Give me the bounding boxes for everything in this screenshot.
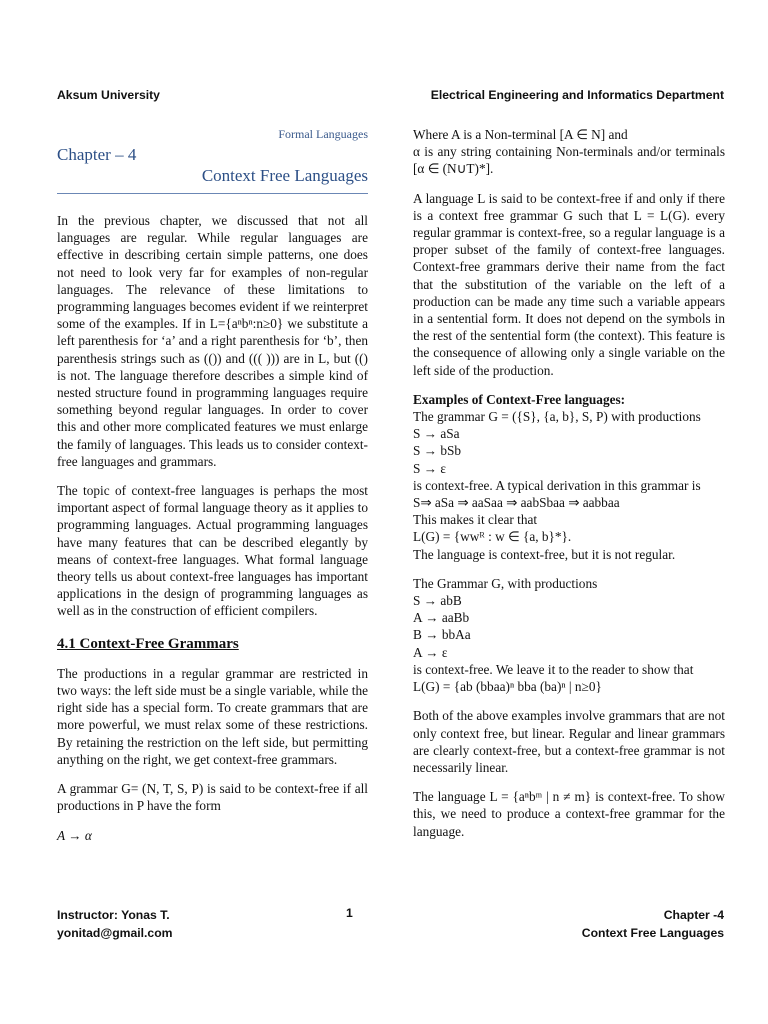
section-heading: 4.1 Context-Free Grammars: [57, 635, 239, 652]
importance-paragraph: The topic of context-free languages is perhaps the most important aspect of formal language theory as it applies to programming languages. Actual programming languages have many features that can be described elegantly by means of context-free languages. What formal language theory tells us about context-free languages has important applications in the design of programming languages as well as in the construction of efficient compilers.: [57, 483, 368, 619]
example1-text: This makes it clear that: [413, 512, 538, 528]
example1-production: S → bSb: [413, 443, 462, 459]
left-column: [57, 126, 368, 856]
example2-intro: The Grammar G, with productions: [413, 575, 598, 591]
example1-production: S → aSa: [413, 426, 460, 442]
language-example-paragraph: The language L = {aⁿbᵐ | n ≠ m} is context-free. To show this, we need to produce a context-free grammar for the language.: [413, 789, 725, 839]
footer-chapter-number: Chapter -4: [663, 908, 724, 922]
title-rule: [57, 193, 368, 194]
example2-production: A → aaBb: [413, 610, 470, 626]
example2-block: [413, 575, 725, 695]
instructor-name: Instructor: Yonas T.: [57, 908, 170, 922]
footer-chapter-name: Context Free Languages: [581, 926, 724, 940]
where-line: Where A is a Non-terminal [A ∈ N] and: [413, 127, 628, 142]
instructor-email: yonitad@gmail.com: [57, 926, 173, 940]
header-university: Aksum University: [57, 88, 160, 102]
page-number: 1: [346, 906, 353, 920]
definition-paragraph: A grammar G= (N, T, S, P) is said to be context-free if all productions in P have the form: [57, 781, 368, 814]
header-department: Electrical Engineering and Informatics Department: [430, 88, 724, 102]
intro-paragraph: In the previous chapter, we discussed that not all languages are regular. While regular languages are effective in describing certain simple patterns, one does not need to look very far for examples of non-regular languages. The relevance of these limitations to programming languages becomes evident if we reinterpret some of the examples. If in L={aⁿbⁿ:n≥0} we substitute a left parenthesis for ‘a’ and a right parenthesis for ‘b’, then parenthesis strings such as (()) and ((( ))) are in L, but (() is not. The language therefore describes a simple kind of nested structure found in programming languages require something beyond regular languages. In order to cover this and other more complicated features we must enlarge the family of languages. This leads us to consider context-free languages and grammars.: [57, 213, 368, 469]
example2-text: is context-free. We leave it to the reader to show that: [413, 661, 694, 677]
example1-derivation: S⇒ aSa ⇒ aaSaa ⇒ aabSbaa ⇒ aabbaa: [413, 495, 620, 511]
section-kicker: Formal Languages: [278, 127, 368, 141]
example1-intro: The grammar G = ({S}, {a, b}, S, P) with productions: [413, 409, 701, 425]
example1-production: S → ε: [413, 460, 446, 476]
restrictions-paragraph: The productions in a regular grammar are restricted in two ways: the left side must be a single variable, while the right side has a special form. To create grammars that are more powerful, we must relax some of these restrictions. By retaining the restriction on the left side, but permitting anything on the right, we get context-free grammars.: [57, 665, 368, 767]
right-column: [413, 126, 725, 852]
example1-text: is context-free. A typical derivation in this grammar is: [413, 477, 701, 493]
linear-paragraph: Both of the above examples involve grammars that are not only context free, but linear. Regular and linear grammars are clearly context-free, but a context-free grammar is not necessarily linear.: [413, 708, 725, 775]
examples-block: [413, 391, 725, 563]
chapter-title: Context Free Languages: [201, 166, 368, 185]
context-free-definition: A language L is said to be context-free if and only if there is a context free grammar G such that L = L(G). every regular grammar is context-free, so a regular language is a proper subset of the family of context-free languages. Context-free grammars derive their name from the fact that the substitution of the variable on the left of a production can be made any time such a variable appears in a sentential form. It does not depend on the symbols in the rest of the sentential form (the context). This feature is the consequence of allowing only a single variable on the left side of the production.: [413, 190, 725, 378]
example2-production: A → ε: [413, 644, 448, 660]
example1-conclusion: The language is context-free, but it is not regular.: [413, 546, 676, 562]
chapter-label: Chapter – 4: [57, 145, 137, 164]
example2-production: S → abB: [413, 593, 462, 609]
example2-production: B → bbAa: [413, 627, 471, 643]
footer-instructor: [57, 906, 173, 942]
examples-heading: Examples of Context-Free languages:: [413, 391, 626, 407]
example2-language: L(G) = {ab (bbaa)ⁿ bba (ba)ⁿ | n≥0}: [413, 679, 602, 695]
footer-chapter: [582, 906, 724, 942]
example1-language: L(G) = {wwᴿ : w ∈ {a, b}*}.: [413, 529, 572, 545]
production-form: A → α: [57, 827, 92, 843]
alpha-definition: α is any string containing Non-terminals and/or terminals [α ∈ (N∪T)*].: [413, 144, 725, 177]
